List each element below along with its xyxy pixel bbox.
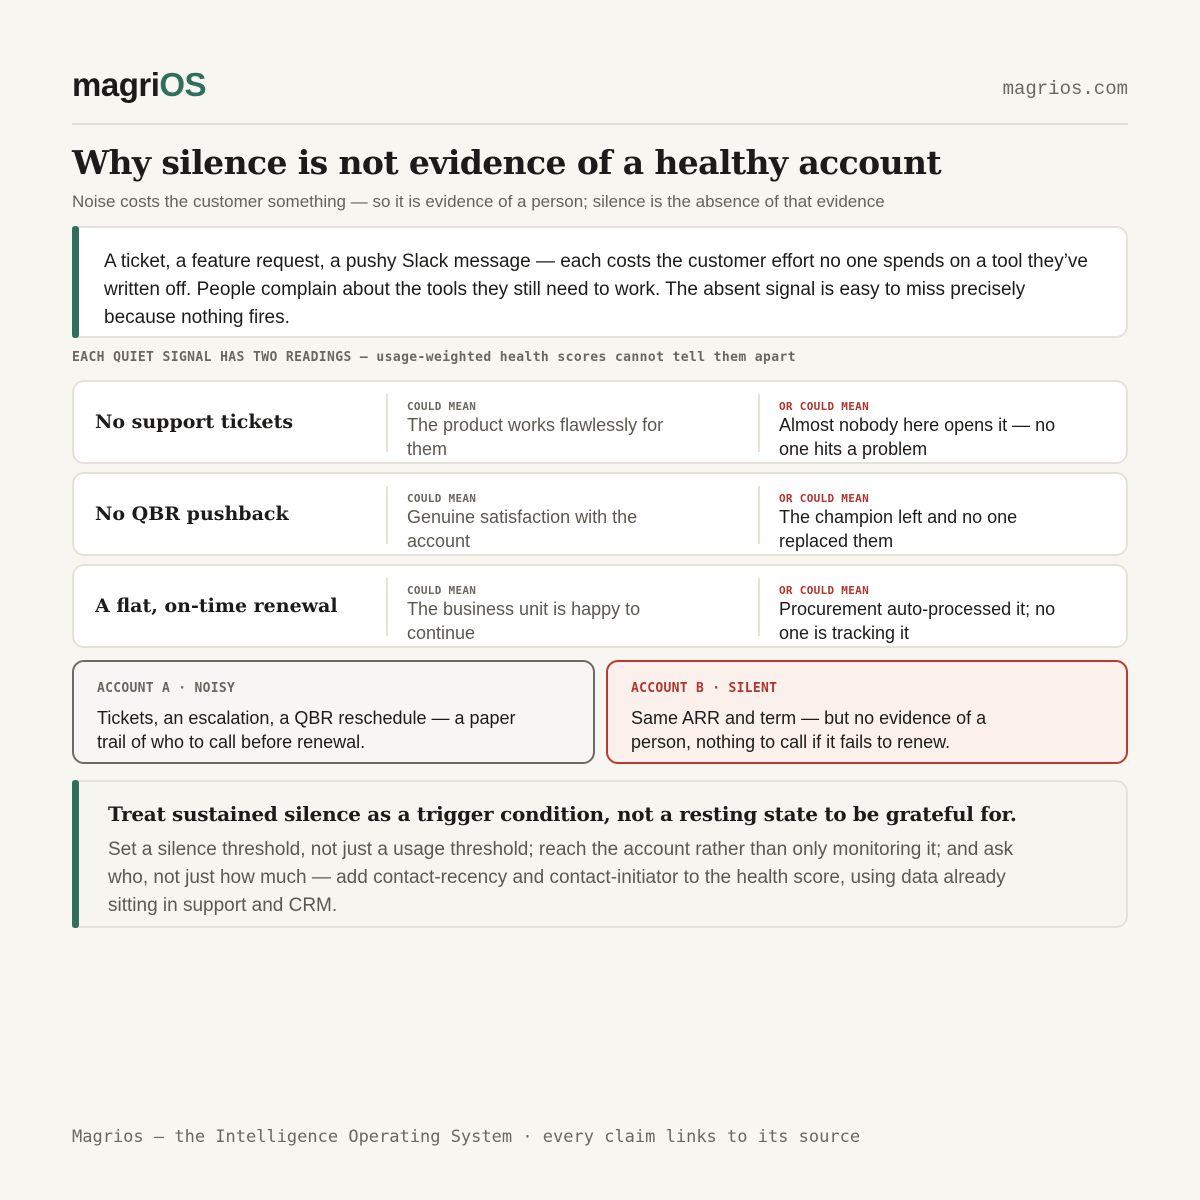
reading-label: COULD MEAN — [407, 400, 477, 413]
signal-row — [72, 472, 1128, 556]
section-label: EACH QUIET SIGNAL HAS TWO READINGS — usage-weighted health scores cannot tell them apart — [72, 350, 796, 365]
signal-row — [72, 380, 1128, 464]
reading-risk — [758, 394, 1126, 459]
reading-risk — [758, 486, 1126, 551]
header — [72, 66, 1128, 106]
intro-quote-text: A ticket, a feature request, a pushy Slack message — each costs the customer effort no one spends on a tool they’ve written off. People complain about the tools they still need to work. The absent signal is easy to miss precisely because nothing fires. — [104, 251, 1088, 328]
signal-name: No support tickets — [95, 410, 294, 433]
reading-benign — [386, 578, 758, 643]
reading-label: OR COULD MEAN — [779, 492, 869, 505]
reading-benign — [386, 394, 758, 459]
signal-name: No QBR pushback — [95, 502, 289, 525]
account-b-label: ACCOUNT B · SILENT — [631, 681, 778, 696]
reading-label: COULD MEAN — [407, 492, 477, 505]
reading-label: OR COULD MEAN — [779, 584, 869, 597]
page-subtitle: Noise costs the customer something — so it is evidence of a person; silence is the absence of that evidence — [72, 192, 885, 211]
reading-risk — [758, 578, 1126, 643]
page-title: Why silence is not evidence of a healthy account — [72, 143, 942, 182]
account-a-label: ACCOUNT A · NOISY — [97, 681, 236, 696]
reading-text: Almost nobody here opens it — no one hits a problem — [779, 415, 1056, 459]
reading-label: OR COULD MEAN — [779, 400, 869, 413]
account-a-card — [72, 660, 595, 764]
recommendation-callout — [72, 780, 1128, 928]
reading-text: The business unit is happy to continue — [407, 599, 641, 643]
logo[interactable] — [72, 66, 206, 104]
callout-body: Set a silence threshold, not just a usage threshold; reach the account rather than only monitoring it; and ask who, not just how much — add contact-recency and contact-initiator to the health score, using data already sitting in support and CRM. — [108, 839, 1014, 916]
logo-text-part2: OS — [159, 66, 207, 103]
account-b-card — [606, 660, 1128, 764]
reading-text: Genuine satisfaction with the account — [407, 507, 638, 551]
intro-quote-card — [72, 226, 1128, 338]
signal-name: A flat, on-time renewal — [95, 594, 338, 617]
logo-text-part1: magri — [72, 66, 160, 103]
footer: Magrios — the Intelligence Operating System · every claim links to its source — [72, 1127, 861, 1147]
reading-text: Procurement auto-processed it; no one is tracking it — [779, 599, 1056, 643]
reading-benign — [386, 486, 758, 551]
reading-text: The champion left and no one replaced them — [779, 507, 1018, 551]
page — [72, 0, 1128, 1200]
reading-text: The product works flawlessly for them — [407, 415, 664, 459]
header-divider — [72, 123, 1128, 125]
callout-title: Treat sustained silence as a trigger condition, not a resting state to be grateful for. — [108, 802, 1017, 826]
account-b-text: Same ARR and term — but no evidence of a person, nothing to call if it fails to renew. — [631, 708, 987, 752]
account-a-text: Tickets, an escalation, a QBR reschedule — a paper trail of who to call before renewal. — [97, 708, 516, 752]
signal-row — [72, 564, 1128, 648]
reading-label: COULD MEAN — [407, 584, 477, 597]
site-link[interactable]: magrios.com — [1002, 78, 1128, 100]
